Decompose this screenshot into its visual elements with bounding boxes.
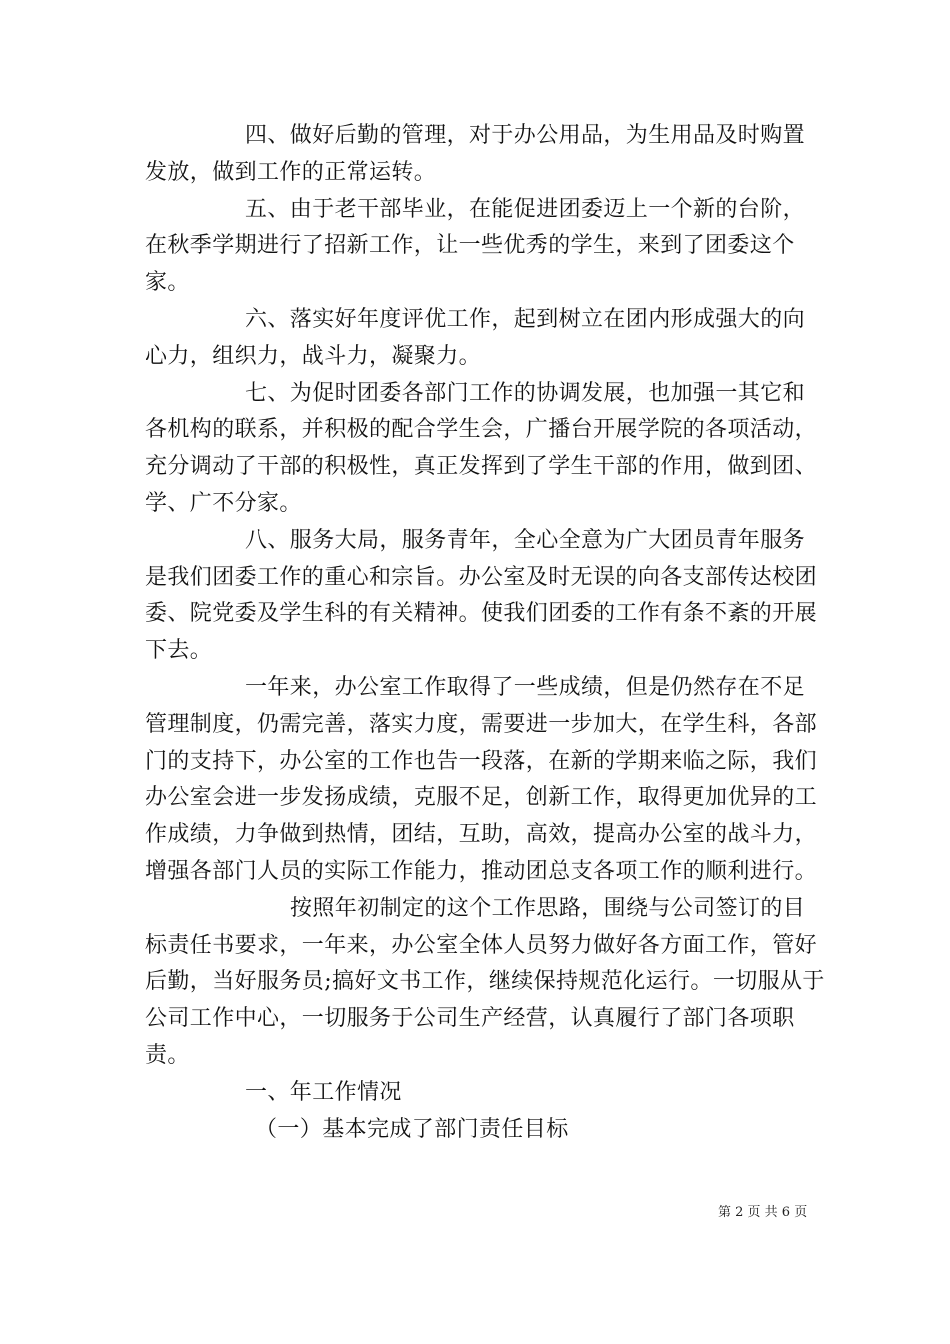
document-body	[145, 118, 825, 1148]
paragraph-work-plan: 按照年初制定的这个工作思路，围绕与公司签订的目标责任书要求，一年来，办公室全体人员努力做好各方面工作，管好后勤，当好服务员;搞好文书工作，继续保持规范化运行。一切服从于公司工作中心，一切服务于公司生产经营，认真履行了部门各项职责。	[145, 895, 825, 1068]
subsection-heading: （一）基本完成了部门责任目标	[255, 1116, 569, 1142]
page-number: 第 2 页 共 6 页	[718, 1205, 808, 1220]
paragraph-service: 八、服务大局，服务青年，全心全意为广大团员青年服务是我们团委工作的重心和宗旨。办公室及时无误的向各支部传达校团委、院党委及学生科的有关精神。使我们团委的工作有条不紊的开展下去。	[145, 527, 818, 664]
paragraph-coordination: 七、为促时团委各部门工作的协调发展，也加强一其它和各机构的联系，并积极的配合学生会，广播台开展学院的各项活动，充分调动了干部的积极性，真正发挥到了学生干部的作用，做到团、学、广不分家。	[145, 380, 818, 516]
paragraph-annual-evaluation: 六、落实好年度评优工作，起到树立在团内形成强大的向心力，组织力，战斗力，凝聚力。	[145, 306, 806, 369]
paragraph-year-summary: 一年来，办公室工作取得了一些成绩，但是仍然存在不足管理制度，仍需完善，落实力度，需要进一步加大，在学生科，各部门的支持下，办公室的工作也告一段落，在新的学期来临之际，我们办公室会进一步发扬成绩，克服不足，创新工作，取得更加优异的工作成绩，力争做到热情，团结，互助，高效，提高办公室的战斗力，增强各部门人员的实际工作能力，推动团总支各项工作的顺利进行。	[145, 674, 818, 884]
paragraph-logistics: 四、做好后勤的管理，对于办公用品，为生用品及时购置发放，做到工作的正常运转。	[145, 123, 806, 185]
section-heading: 一、年工作情况	[245, 1079, 402, 1105]
paragraph-recruitment: 五、由于老干部毕业，在能促进团委迈上一个新的台阶，在秋季学期进行了招新工作，让一些优秀的学生，来到了团委这个家。	[145, 196, 806, 296]
